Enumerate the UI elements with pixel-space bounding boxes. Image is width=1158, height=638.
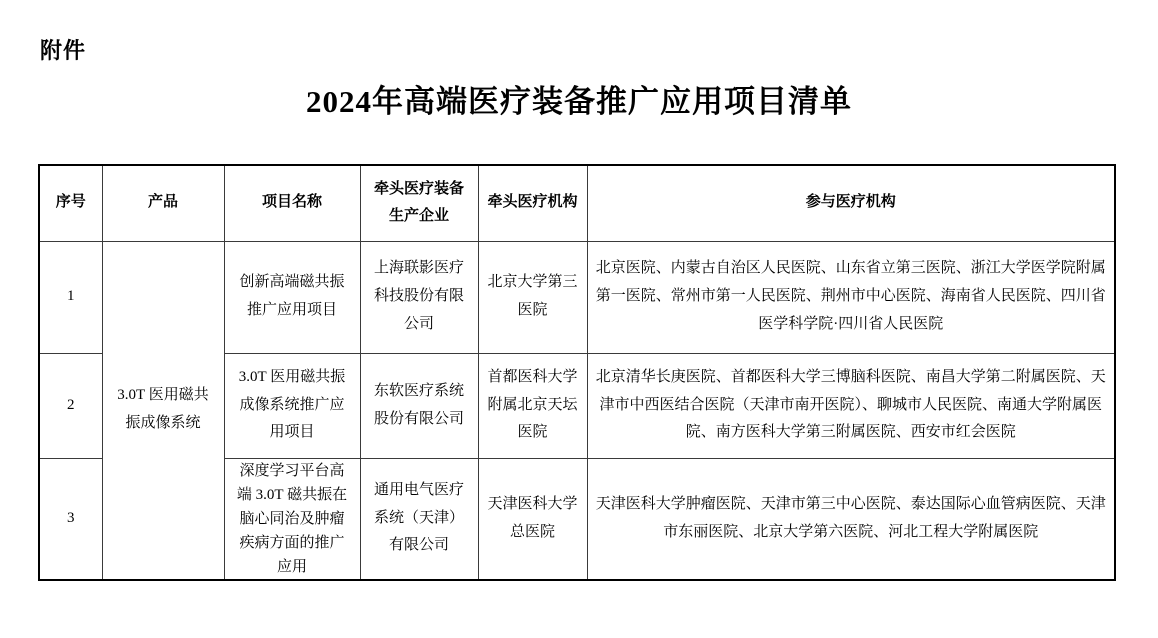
- cell-row3-lead-institution: 天津医科大学总医院: [478, 458, 587, 580]
- col-header-product: 产品: [102, 165, 224, 241]
- col-header-participating-institutions: 参与医疗机构: [587, 165, 1115, 241]
- cell-row1-project-name: 创新高端磁共振推广应用项目: [224, 241, 360, 353]
- cell-row2-lead-institution: 首都医科大学附属北京天坛医院: [478, 353, 587, 458]
- cell-row3-project-name: 深度学习平台高端 3.0T 磁共振在脑心同治及肿瘤疾病方面的推广应用: [224, 458, 360, 580]
- col-header-lead-institution: 牵头医疗机构: [478, 165, 587, 241]
- cell-row3-index: 3: [39, 458, 102, 580]
- cell-row3-participating-institutions: 天津医科大学肿瘤医院、天津市第三中心医院、泰达国际心血管病医院、天津市东丽医院、北京大学第六医院、河北工程大学附属医院: [587, 458, 1115, 580]
- cell-row1-lead-institution: 北京大学第三医院: [478, 241, 587, 353]
- cell-row3-manufacturer: 通用电气医疗系统（天津）有限公司: [360, 458, 478, 580]
- project-table: [38, 164, 1116, 581]
- cell-product-merged: 3.0T 医用磁共振成像系统: [102, 241, 224, 580]
- col-header-project-name: 项目名称: [224, 165, 360, 241]
- table-header-row: [39, 165, 1115, 241]
- cell-row2-index: 2: [39, 353, 102, 458]
- cell-row2-participating-institutions: 北京清华长庚医院、首都医科大学三博脑科医院、南昌大学第二附属医院、天津市中西医结合医院（天津市南开医院）、聊城市人民医院、南通大学附属医院、南方医科大学第三附属医院、西安市红会医院: [587, 353, 1115, 458]
- attachment-label: 附件: [40, 38, 87, 63]
- cell-row1-manufacturer: 上海联影医疗科技股份有限公司: [360, 241, 478, 353]
- cell-row2-project-name: 3.0T 医用磁共振成像系统推广应用项目: [224, 353, 360, 458]
- cell-row2-manufacturer: 东软医疗系统股份有限公司: [360, 353, 478, 458]
- page-title: 2024年高端医疗装备推广应用项目清单: [306, 84, 852, 119]
- col-header-index: 序号: [39, 165, 102, 241]
- cell-row1-participating-institutions: 北京医院、内蒙古自治区人民医院、山东省立第三医院、浙江大学医学院附属第一医院、常州市第一人民医院、荆州市中心医院、海南省人民医院、四川省医学科学院·四川省人民医院: [587, 241, 1115, 353]
- col-header-manufacturer: 牵头医疗装备生产企业: [360, 165, 478, 241]
- table-row: [39, 241, 1115, 353]
- cell-row1-index: 1: [39, 241, 102, 353]
